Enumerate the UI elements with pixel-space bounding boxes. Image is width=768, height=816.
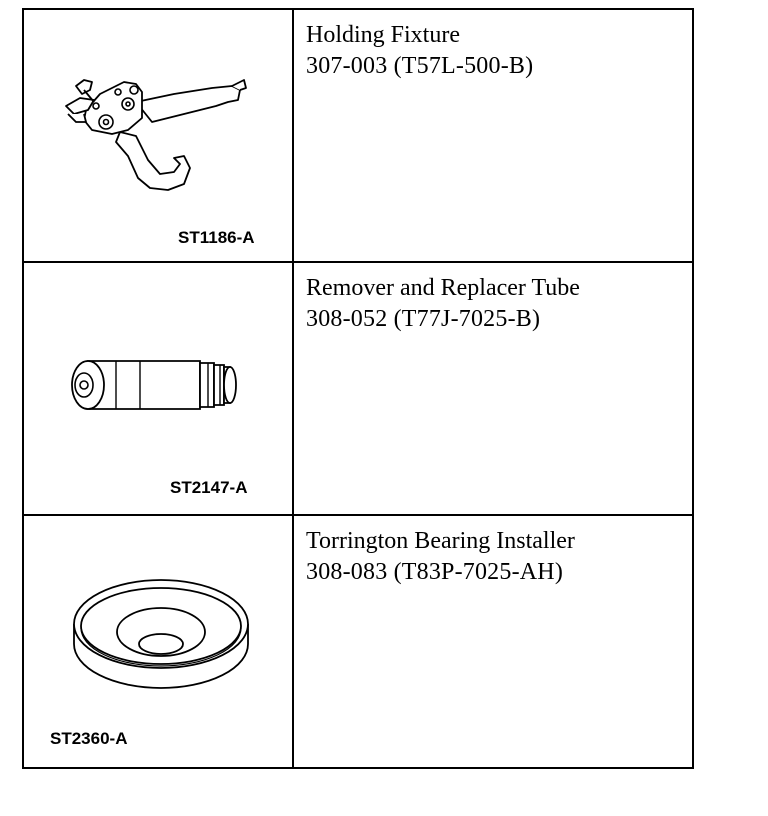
- tool-description-cell: [293, 262, 693, 515]
- illustration-cell: [23, 9, 293, 262]
- tool-number: 308-052 (T77J-7025-B): [306, 306, 541, 332]
- holding-fixture-icon: [24, 10, 292, 261]
- tool-name: Remover and Replacer Tube: [306, 275, 580, 301]
- tool-number: 308-083 (T83P-7025-AH): [306, 559, 564, 585]
- tool-description-cell: [293, 515, 693, 768]
- tool-name: Holding Fixture: [306, 22, 460, 48]
- tool-description-cell: [293, 9, 693, 262]
- table-row: [23, 262, 693, 515]
- tool-number: 307-003 (T57L-500-B): [306, 53, 534, 79]
- illustration-cell: [23, 515, 293, 768]
- figure-code: ST2147-A: [170, 478, 248, 497]
- figure-code: ST1186-A: [178, 228, 255, 247]
- table-row: [23, 515, 693, 768]
- special-tools-table: [22, 8, 694, 769]
- table-row: [23, 9, 693, 262]
- illustration-cell: [23, 262, 293, 515]
- tube-icon: [24, 263, 292, 514]
- figure-code: ST2360-A: [50, 729, 128, 748]
- tool-name: Torrington Bearing Installer: [306, 528, 575, 554]
